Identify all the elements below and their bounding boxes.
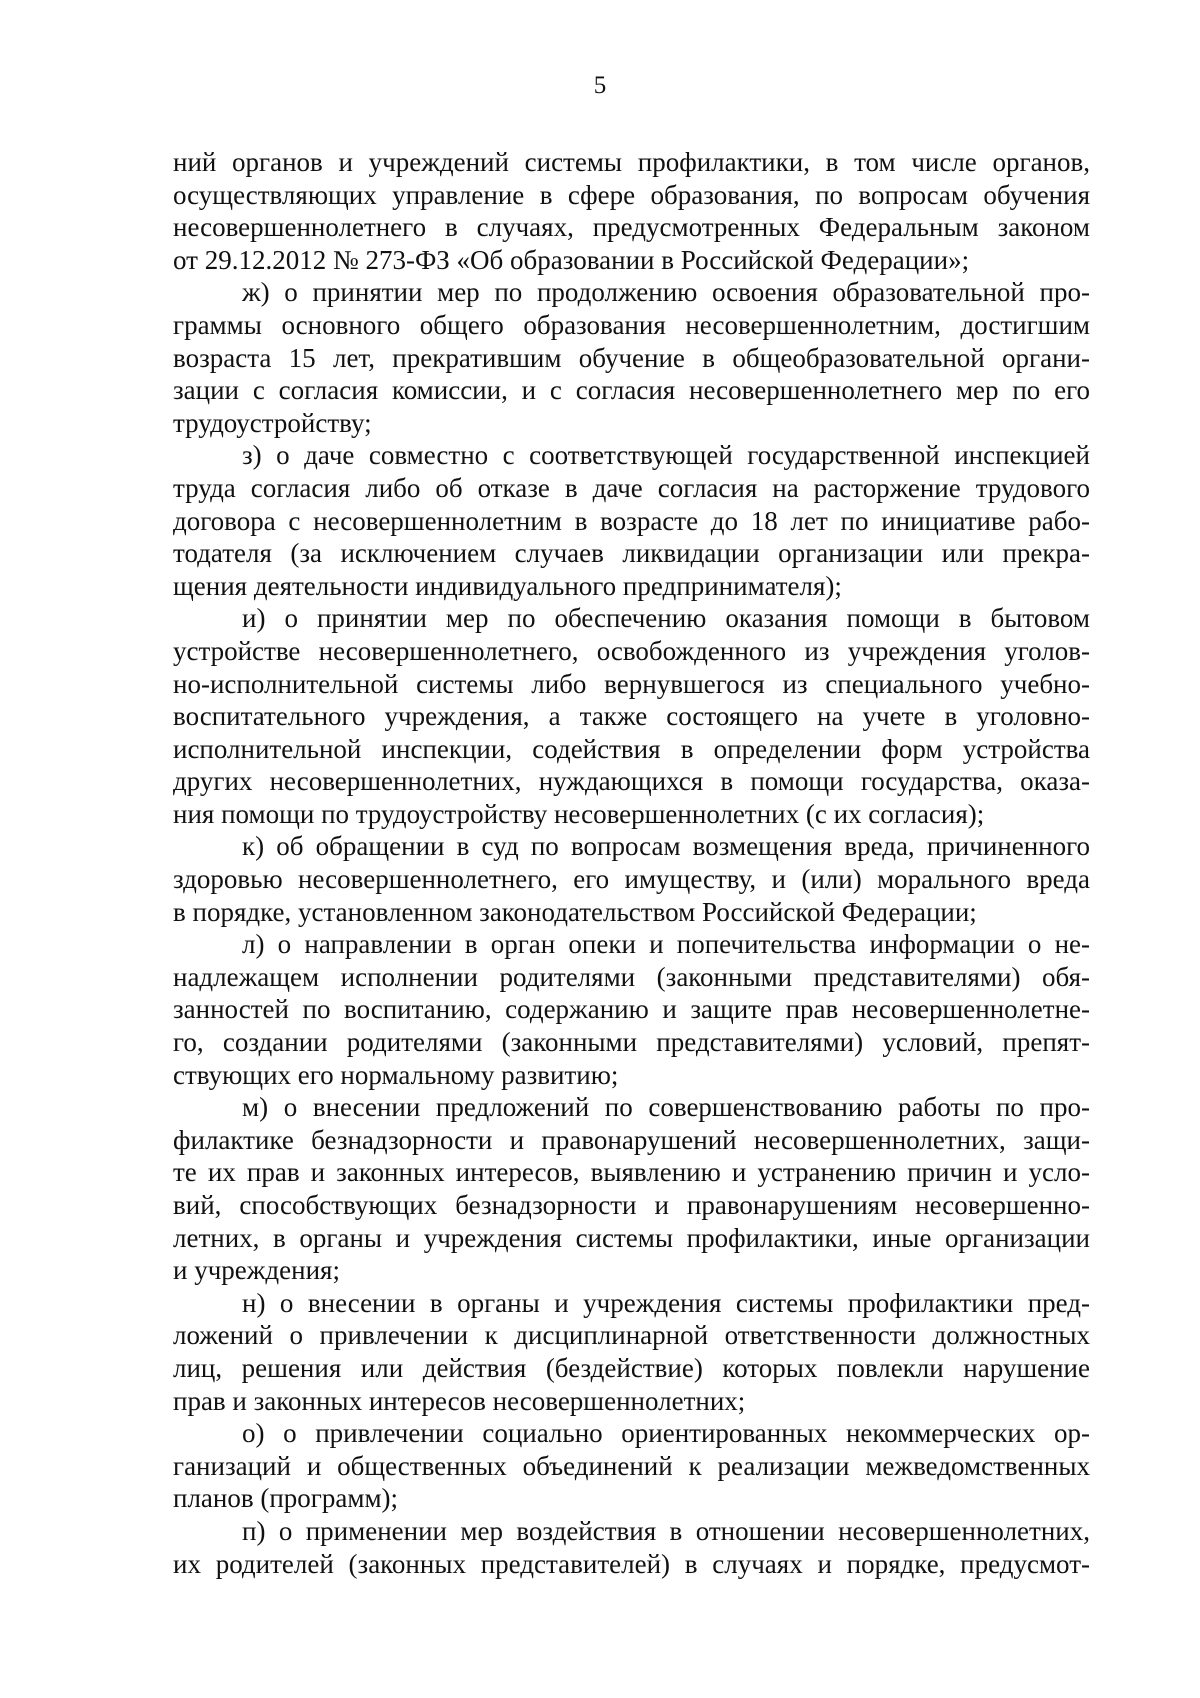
text-line: зации с согласия комиссии, и с согласия несовершеннолетнего мер по его — [173, 375, 1090, 406]
text-line: прав и законных интересов несовершеннолетних; — [173, 1385, 746, 1416]
text-line: з) о даче совместно с соответствующей государственной инспекцией — [242, 440, 1090, 471]
text-line: в порядке, установленном законодательством Российской Федерации; — [173, 896, 977, 927]
text-line: п) о применении мер воздействия в отношении несовершеннолетних, — [242, 1515, 1090, 1546]
text-line: ствующих его нормальному развитию; — [173, 1059, 619, 1090]
text-line: щения деятельности индивидуального предпринимателя); — [173, 570, 842, 601]
text-line: трудоустройству; — [173, 407, 372, 438]
text-line: лиц, решения или действия (бездействие) которых повлекли нарушение — [173, 1352, 1090, 1383]
text-line: о) о привлечении социально ориентированных некоммерческих ор- — [242, 1418, 1090, 1449]
text-line: филактике безнадзорности и правонарушений несовершеннолетних, защи- — [173, 1124, 1090, 1155]
text-line: от 29.12.2012 № 273-ФЗ «Об образовании в Российской Федерации»; — [173, 244, 970, 275]
text-line: других несовершеннолетних, нуждающихся в помощи государства, оказа- — [173, 766, 1090, 797]
text-line: труда согласия либо об отказе в даче согласия на расторжение трудового — [173, 472, 1090, 503]
text-line: надлежащем исполнении родителями (законными представителями) обя- — [173, 961, 1090, 992]
text-line: здоровью несовершеннолетнего, его имуществу, и (или) морального вреда — [173, 864, 1090, 895]
text-line: но-исполнительной системы либо вернувшегося из специального учебно- — [173, 668, 1090, 699]
text-line: несовершеннолетнего в случаях, предусмотренных Федеральным законом — [173, 212, 1090, 243]
text-line: вий, способствующих безнадзорности и правонарушениям несовершенно- — [173, 1190, 1090, 1220]
text-line: воспитательного учреждения, а также состоящего на учете в уголовно- — [173, 701, 1090, 732]
text-line: и учреждения; — [173, 1255, 340, 1286]
text-line: возраста 15 лет, прекратившим обучение в общеобразовательной органи- — [173, 342, 1090, 373]
text-line: ний органов и учреждений системы профилактики, в том числе органов, — [173, 147, 1090, 177]
text-line: планов (программ); — [173, 1483, 399, 1514]
text-line: ния помощи по трудоустройству несовершеннолетних (с их согласия); — [173, 798, 985, 829]
text-line: ганизаций и общественных объединений к реализации межведомственных — [173, 1450, 1090, 1481]
text-line: занностей по воспитанию, содержанию и защите прав несовершеннолетне- — [173, 994, 1090, 1025]
text-line: их родителей (законных представителей) в случаях и порядке, предусмот- — [173, 1548, 1090, 1579]
page-number: 5 — [593, 72, 607, 99]
text-line: ложений о привлечении к дисциплинарной ответственности должностных — [173, 1320, 1090, 1351]
text-line: граммы основного общего образования несовершеннолетним, достигшим — [173, 309, 1090, 340]
text-line: устройстве несовершеннолетнего, освобожденного из учреждения уголов- — [173, 635, 1090, 666]
text-line: ж) о принятии мер по продолжению освоения образовательной про- — [242, 277, 1090, 308]
text-line: те их прав и законных интересов, выявлению и устранению причин и усло- — [173, 1157, 1090, 1188]
text-line: договора с несовершеннолетним в возрасте до 18 лет по инициативе рабо- — [173, 505, 1090, 536]
text-line: н) о внесении в органы и учреждения системы профилактики пред- — [242, 1287, 1090, 1318]
text-line: го, создании родителями (законными представителями) условий, препят- — [173, 1027, 1090, 1058]
document-text — [173, 146, 1090, 1580]
text-line: л) о направлении в орган опеки и попечительства информации о не- — [242, 929, 1090, 960]
text-line: исполнительной инспекции, содействия в определении форм устройства — [173, 733, 1090, 764]
text-line: к) об обращении в суд по вопросам возмещения вреда, причиненного — [242, 831, 1090, 862]
text-line: и) о принятии мер по обеспечению оказания помощи в бытовом — [242, 603, 1090, 634]
text-line: летних, в органы и учреждения системы профилактики, иные организации — [173, 1222, 1090, 1253]
text-line: осуществляющих управление в сфере образования, по вопросам обучения — [173, 179, 1090, 210]
text-line: тодателя (за исключением случаев ликвидации организации или прекра- — [173, 538, 1090, 569]
text-line: м) о внесении предложений по совершенствованию работы по про- — [242, 1092, 1090, 1123]
